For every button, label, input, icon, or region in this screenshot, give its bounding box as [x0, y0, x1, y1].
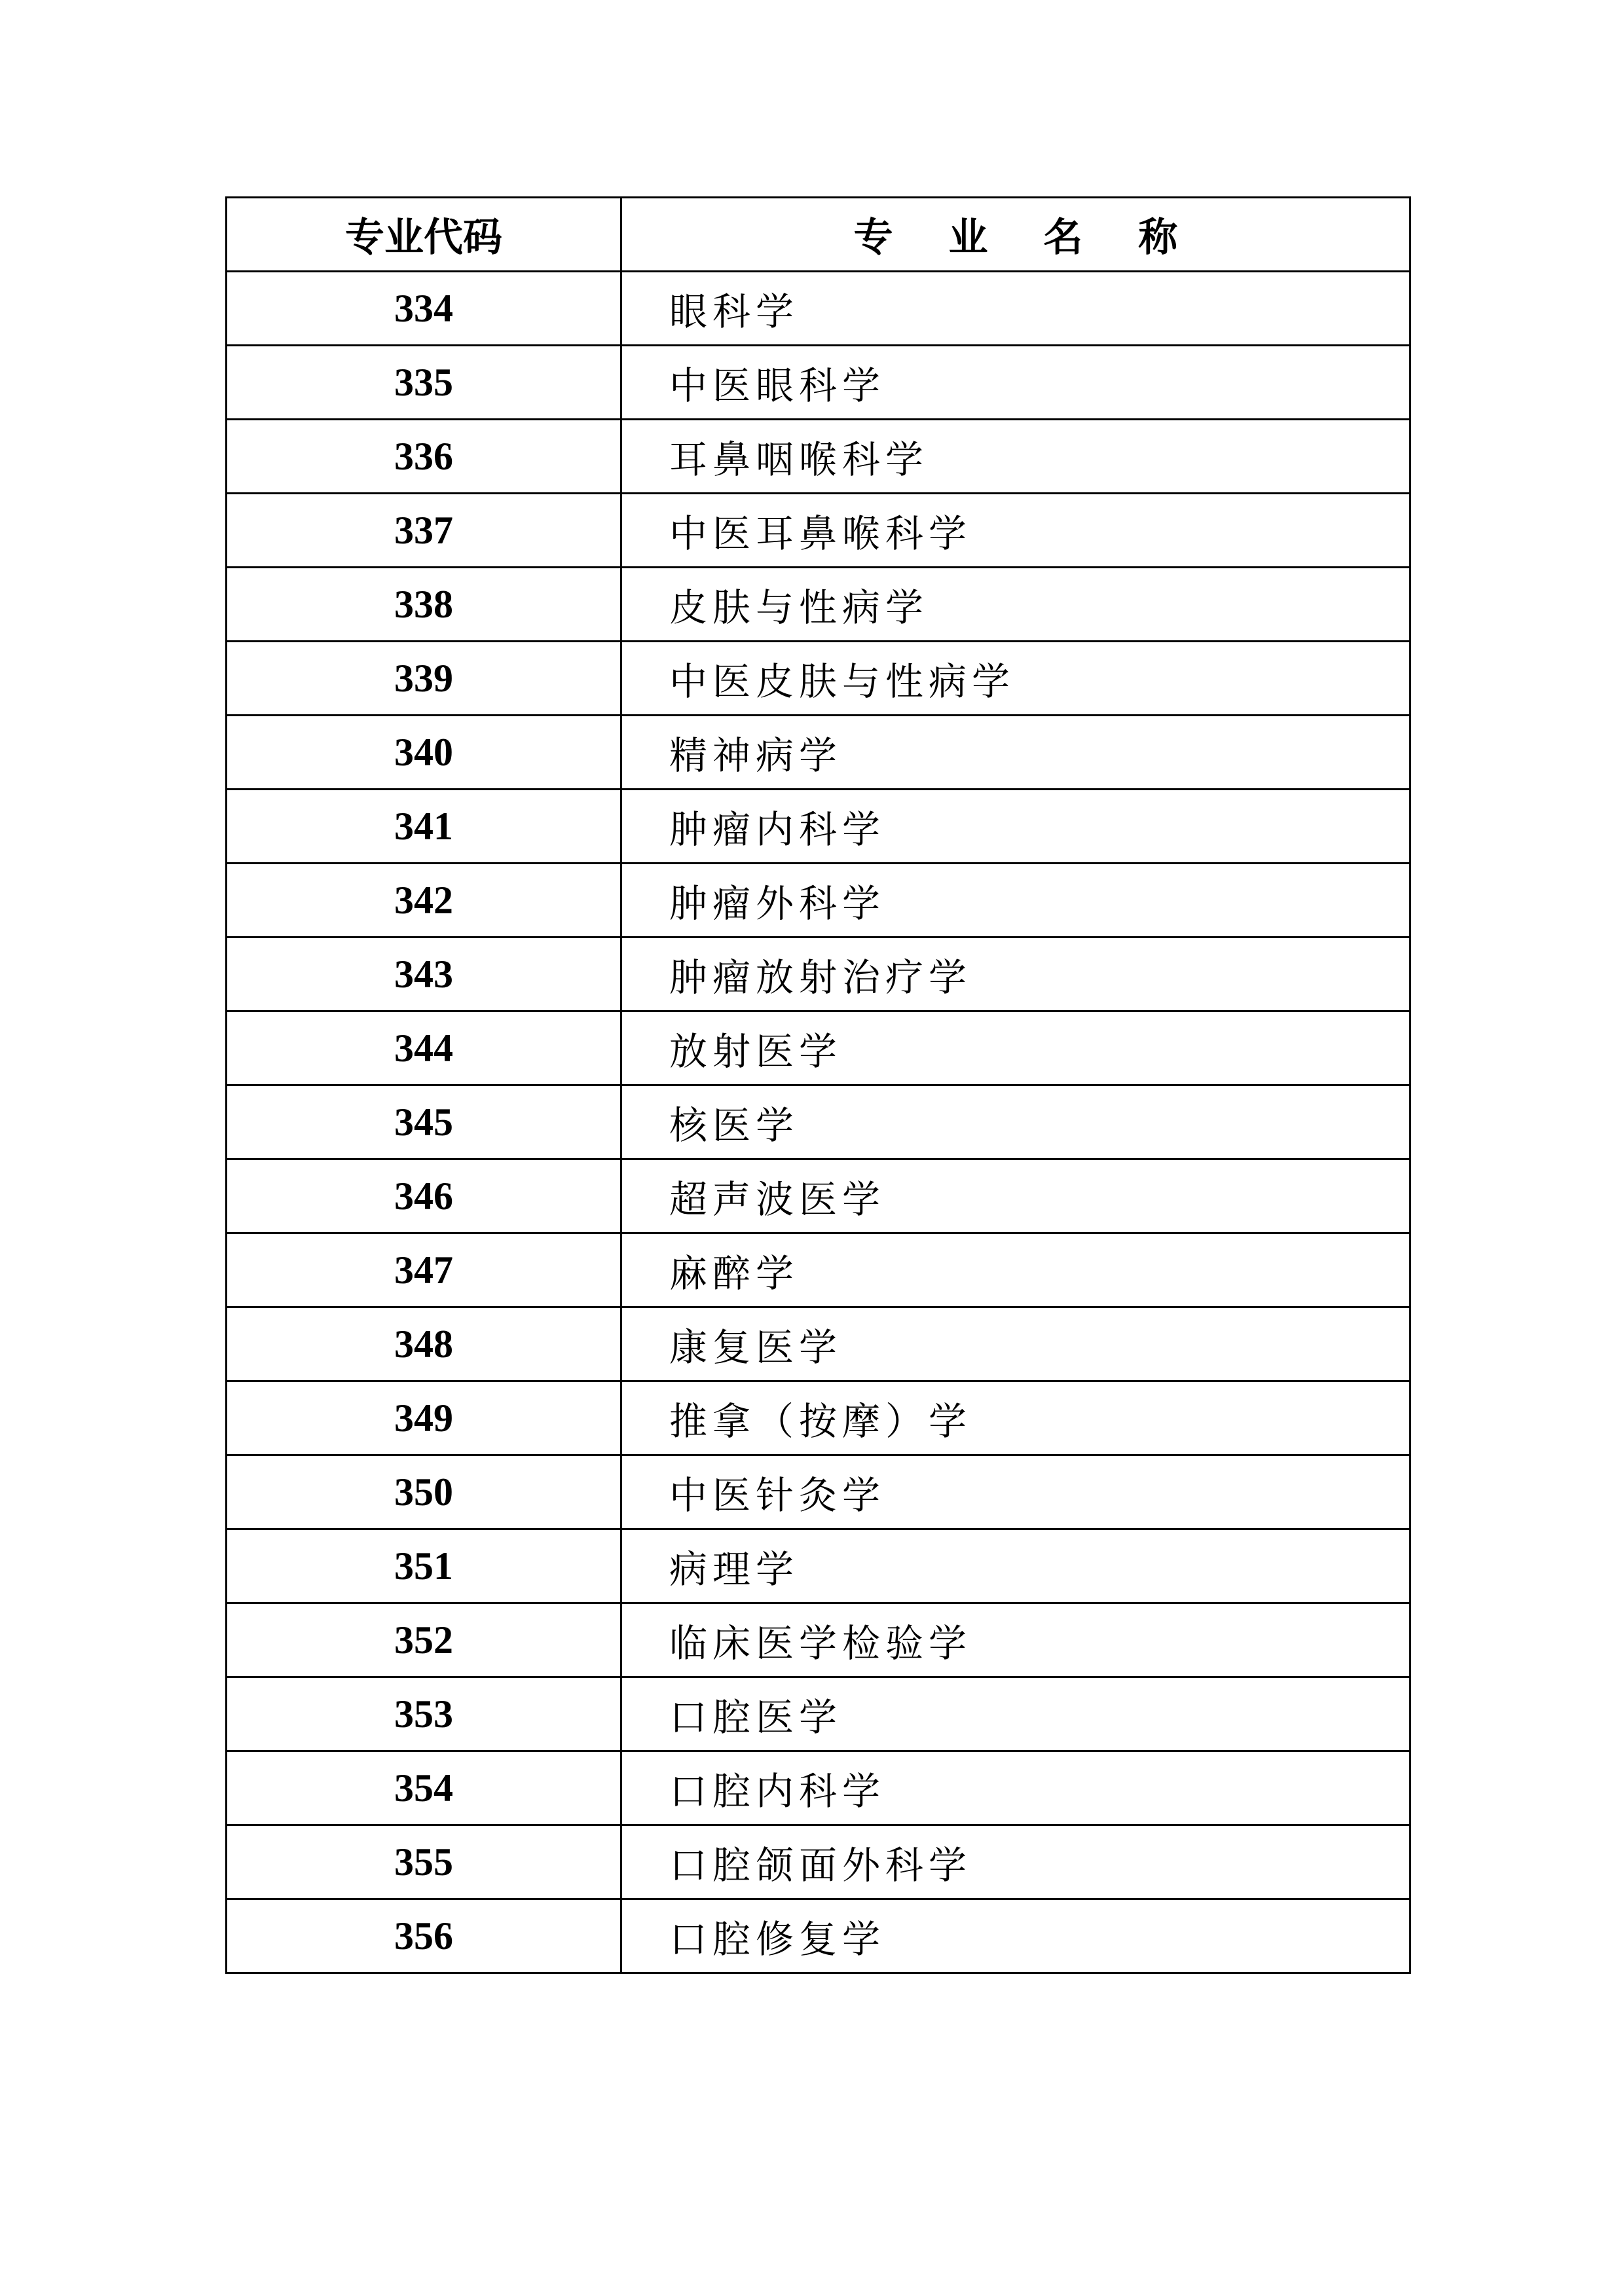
major-name-cell: 口腔修复学: [621, 1899, 1411, 1973]
table-row: [227, 1455, 1411, 1529]
table-row: [227, 1825, 1411, 1899]
major-name-cell: 放射医学: [621, 1011, 1411, 1085]
major-code-cell: 351: [227, 1529, 621, 1603]
major-code-cell: 347: [227, 1233, 621, 1307]
major-code-cell: 354: [227, 1751, 621, 1825]
major-code-cell: 341: [227, 790, 621, 864]
table-header-row: [227, 198, 1411, 272]
major-code-cell: 356: [227, 1899, 621, 1973]
table-row: [227, 568, 1411, 642]
major-name-cell: 推拿（按摩）学: [621, 1381, 1411, 1455]
major-name-cell: 中医针灸学: [621, 1455, 1411, 1529]
major-code-cell: 340: [227, 716, 621, 790]
table-row: [227, 1603, 1411, 1677]
major-code-cell: 344: [227, 1011, 621, 1085]
table-row: [227, 1307, 1411, 1381]
table-row: [227, 1159, 1411, 1233]
major-code-cell: 348: [227, 1307, 621, 1381]
major-name-cell: 超声波医学: [621, 1159, 1411, 1233]
major-code-cell: 336: [227, 420, 621, 494]
table-row: [227, 1529, 1411, 1603]
table-row: [227, 716, 1411, 790]
major-code-cell: 352: [227, 1603, 621, 1677]
table-row: [227, 1899, 1411, 1973]
major-name-cell: 麻醉学: [621, 1233, 1411, 1307]
major-code-cell: 355: [227, 1825, 621, 1899]
header-major-name: 专 业 名 称: [621, 198, 1411, 272]
major-name-cell: 肿瘤外科学: [621, 864, 1411, 938]
table-row: [227, 272, 1411, 346]
table-row: [227, 642, 1411, 716]
table-body: [227, 272, 1411, 1973]
major-code-cell: 353: [227, 1677, 621, 1751]
major-name-cell: 耳鼻咽喉科学: [621, 420, 1411, 494]
major-code-cell: 349: [227, 1381, 621, 1455]
major-code-cell: 343: [227, 938, 621, 1011]
table-row: [227, 1381, 1411, 1455]
table-row: [227, 346, 1411, 420]
table-row: [227, 420, 1411, 494]
major-name-cell: 核医学: [621, 1085, 1411, 1159]
major-name-cell: 皮肤与性病学: [621, 568, 1411, 642]
major-name-cell: 病理学: [621, 1529, 1411, 1603]
major-name-cell: 肿瘤内科学: [621, 790, 1411, 864]
major-name-cell: 眼科学: [621, 272, 1411, 346]
table-row: [227, 1011, 1411, 1085]
major-name-cell: 中医眼科学: [621, 346, 1411, 420]
table-row: [227, 1085, 1411, 1159]
major-code-cell: 338: [227, 568, 621, 642]
major-name-cell: 临床医学检验学: [621, 1603, 1411, 1677]
major-name-cell: 精神病学: [621, 716, 1411, 790]
major-name-cell: 康复医学: [621, 1307, 1411, 1381]
table-row: [227, 1751, 1411, 1825]
major-name-cell: 肿瘤放射治疗学: [621, 938, 1411, 1011]
majors-table: [225, 196, 1411, 1974]
major-name-cell: 口腔内科学: [621, 1751, 1411, 1825]
table-row: [227, 494, 1411, 568]
table-row: [227, 1233, 1411, 1307]
major-code-cell: 339: [227, 642, 621, 716]
major-code-cell: 335: [227, 346, 621, 420]
header-major-code: 专业代码: [227, 198, 621, 272]
table-row: [227, 1677, 1411, 1751]
major-code-cell: 346: [227, 1159, 621, 1233]
major-code-cell: 342: [227, 864, 621, 938]
table-row: [227, 790, 1411, 864]
major-code-cell: 334: [227, 272, 621, 346]
major-code-cell: 337: [227, 494, 621, 568]
major-name-cell: 中医皮肤与性病学: [621, 642, 1411, 716]
major-name-cell: 口腔医学: [621, 1677, 1411, 1751]
major-name-cell: 口腔颌面外科学: [621, 1825, 1411, 1899]
table-row: [227, 938, 1411, 1011]
major-code-cell: 350: [227, 1455, 621, 1529]
major-code-cell: 345: [227, 1085, 621, 1159]
table-row: [227, 864, 1411, 938]
major-name-cell: 中医耳鼻喉科学: [621, 494, 1411, 568]
